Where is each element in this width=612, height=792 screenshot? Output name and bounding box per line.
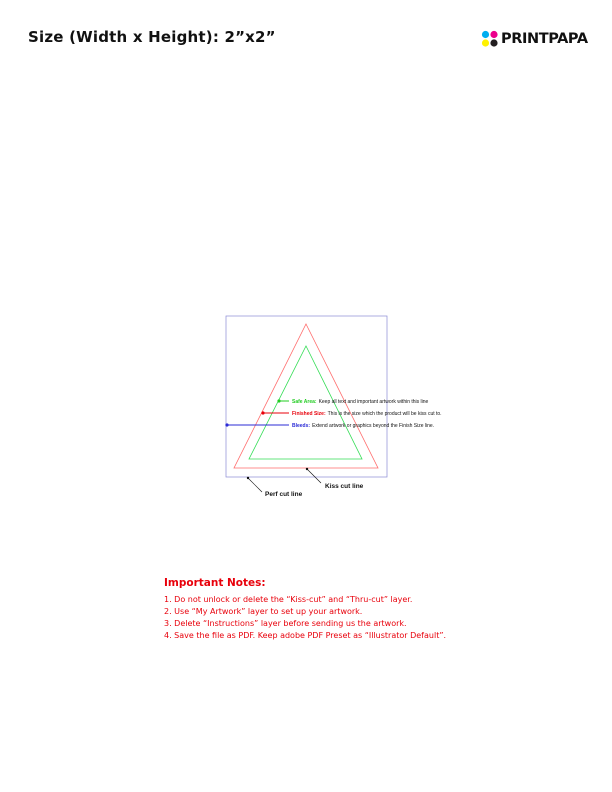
safe-area-text: Keep all text and important artwork within this line xyxy=(318,399,429,405)
kiss-cut-pointer xyxy=(307,469,321,483)
notes-list xyxy=(164,594,446,642)
note-item: 1. Do not unlock or delete the “Kiss-cut” and “Thru-cut” layer. xyxy=(164,595,413,604)
bleed-box xyxy=(226,316,387,477)
finished-size-text: This is the size which the product will be kiss cut to. xyxy=(327,411,442,417)
note-item: 4. Save the file as PDF. Keep adobe PDF Preset as “Illustrator Default”. xyxy=(164,631,447,640)
note-item: 3. Delete “Instructions” layer before sending us the artwork. xyxy=(164,619,407,628)
page-title: Size (Width x Height): 2”x2” xyxy=(28,28,276,46)
perf-cut-label: Perf cut line xyxy=(265,491,303,498)
logo-text: PRINTPAPA xyxy=(501,31,588,47)
svg-text:Bleeds:Extend artwork or graph xyxy=(292,423,434,429)
svg-text:Finished Size:This is the size xyxy=(292,411,442,417)
bleeds-text: Extend artwork or graphics beyond the Finish Size line. xyxy=(312,423,435,429)
safe-area-label: Safe Area: xyxy=(292,399,317,405)
kiss-cut-label: Kiss cut line xyxy=(325,483,364,490)
kiss-cut-pointer-dot xyxy=(306,468,308,470)
important-notes xyxy=(164,577,446,642)
safe-arrow-dot xyxy=(277,399,280,402)
perf-cut-pointer-dot xyxy=(247,477,249,479)
bleed-arrow-dot xyxy=(225,423,228,426)
finished-size-label: Finished Size: xyxy=(292,411,326,417)
finished-arrow-dot xyxy=(261,411,264,414)
note-item: 2. Use “My Artwork” layer to set up your artwork. xyxy=(164,607,363,616)
bleeds-label: Bleeds: xyxy=(292,423,311,429)
perf-cut-pointer xyxy=(248,478,262,492)
notes-heading: Important Notes: xyxy=(164,577,266,589)
svg-text:Safe Area:Keep all text and im xyxy=(292,399,429,405)
